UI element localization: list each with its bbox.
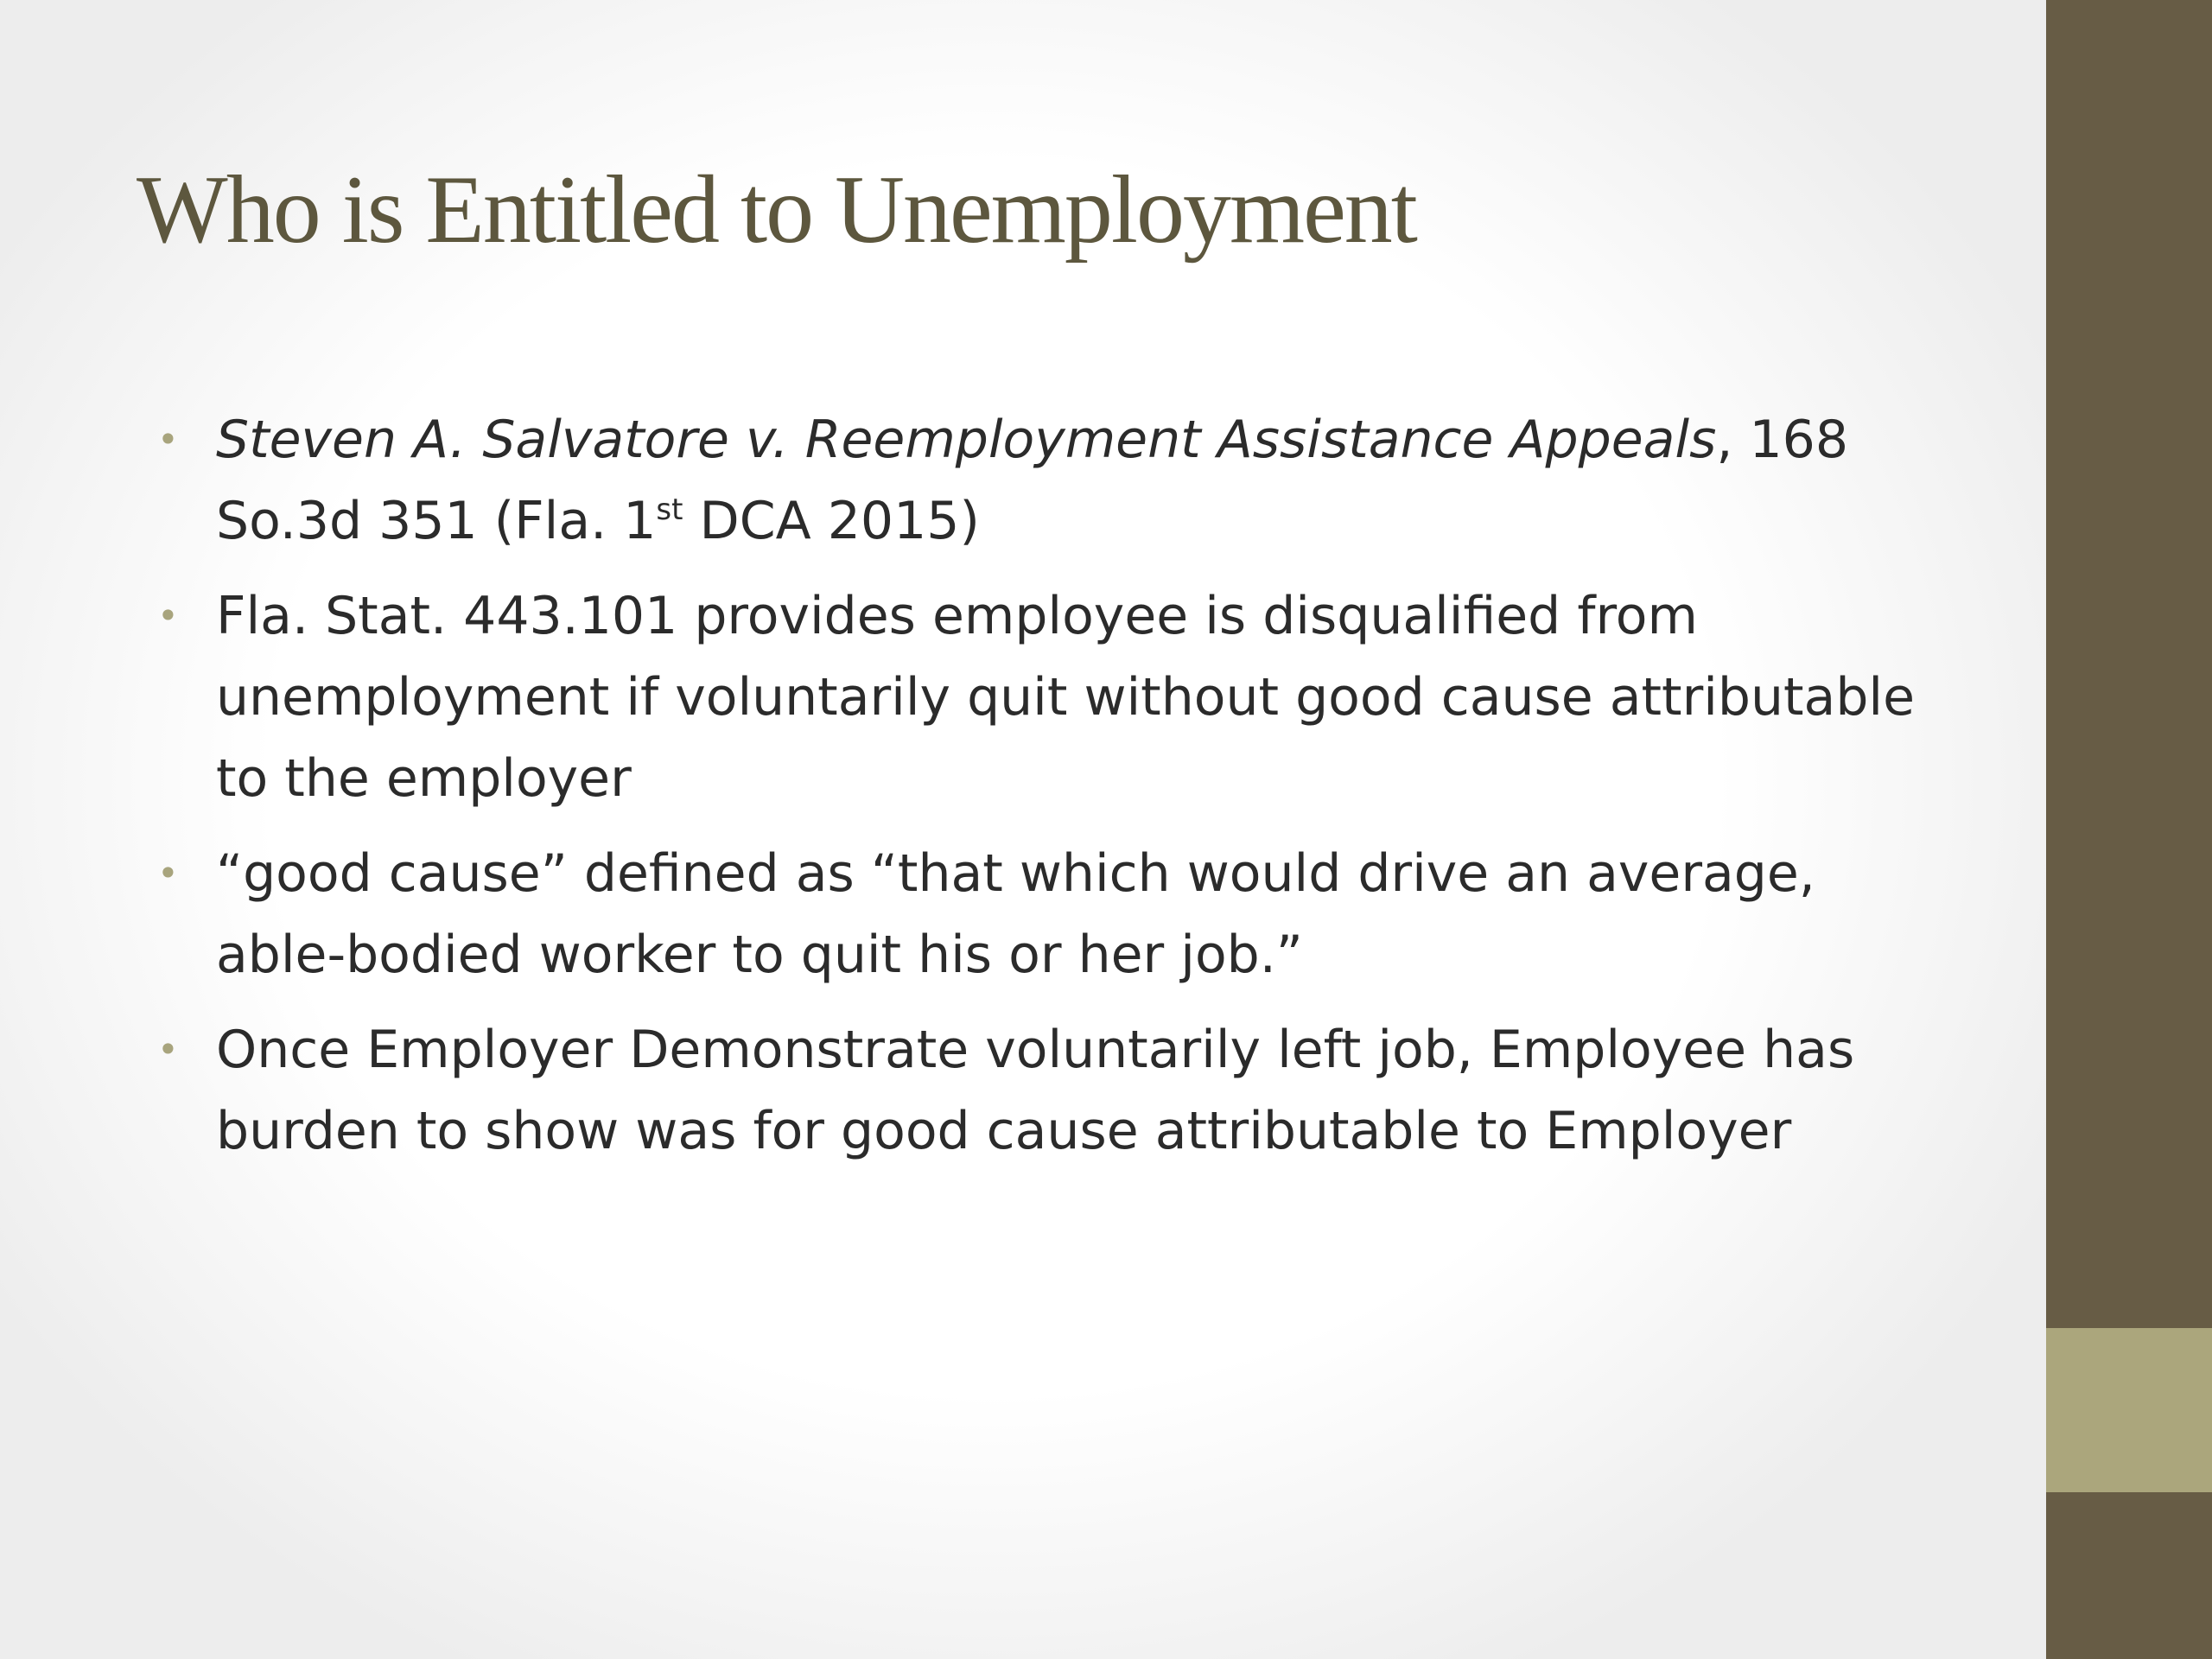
ordinal-superscript: st	[656, 493, 683, 527]
bullet-marker: •	[157, 594, 179, 637]
bullet-text: Fla. Stat. 443.101 provides employee is disqualified from unemployment if voluntarily quit without good cause attributable to the employer	[216, 586, 1915, 809]
slide-title: Who is Entitled to Unemployment	[137, 156, 1416, 264]
bullet-text: Once Employer Demonstrate voluntarily left job, Employee has burden to show was for good cause attributable to Employer	[216, 1020, 1855, 1161]
case-name: Steven A. Salvatore v. Reemployment Assistance Appeals	[216, 410, 1717, 470]
bullet-list	[157, 399, 1944, 1185]
bullet-item-burden	[157, 1009, 1944, 1172]
bullet-marker: •	[157, 852, 179, 894]
bullet-text: “good cause” defined as “that which would drive an average, able-bodied worker to quit his or her job.”	[216, 843, 1815, 985]
sidebar-accent-block	[2046, 1328, 2212, 1492]
bullet-marker: •	[157, 418, 179, 461]
citation-court: DCA 2015)	[683, 491, 980, 551]
bullet-marker: •	[157, 1028, 179, 1071]
bullet-item-good-cause-definition	[157, 833, 1944, 995]
bullet-item-case-citation	[157, 399, 1944, 562]
citation-text: , 168 So.3d 351 (Fla. 1	[216, 410, 1849, 551]
bullet-item-statute	[157, 575, 1944, 819]
